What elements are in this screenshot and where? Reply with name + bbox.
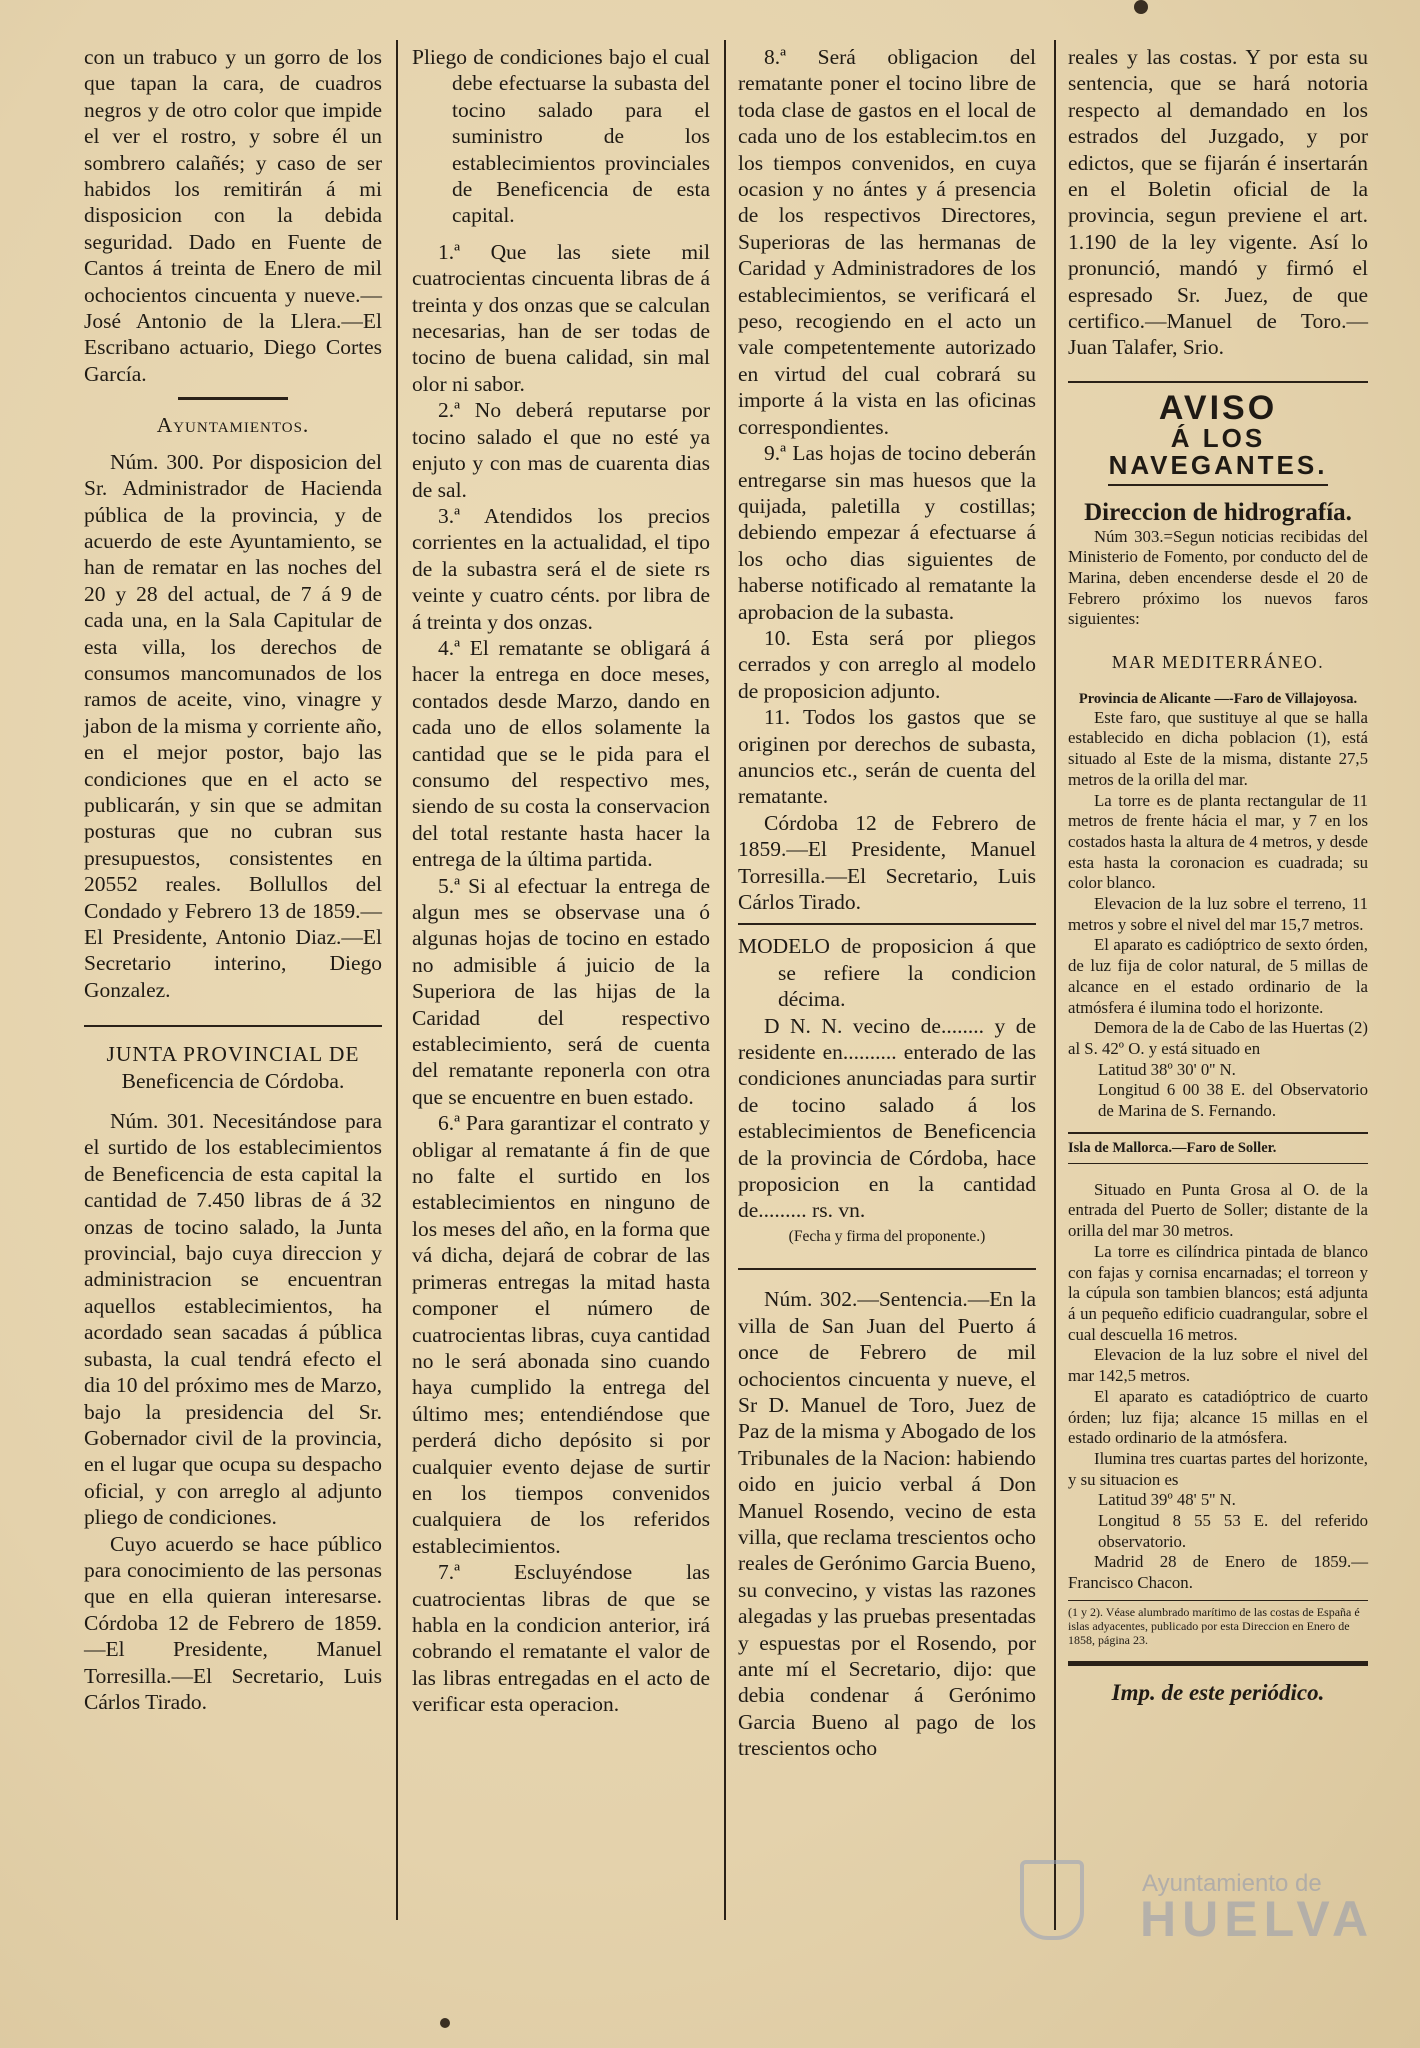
notice-301-closing: Cuyo acuerdo se hace público para conocimiento de las personas que en ella quieran interesarse. Córdoba 12 de Febrero de 1859.—El Presidente, Manuel Torresilla.—El Secretario, Luis Cárlos Tirado. — [84, 1531, 382, 1714]
column-divider — [396, 40, 398, 1920]
cordoba-signature: Córdoba 12 de Febrero de 1859.—El Presidente, Manuel Torresilla.—El Secretario, Luis Cárlos Tirado. — [738, 810, 1036, 914]
separator — [1068, 1163, 1368, 1164]
separator — [1068, 1600, 1368, 1601]
notice-303: Núm 303.=Segun noticias recibidas del Ministerio de Fomento, por conducto del de Marina, deben encenderse desde el 20 de Febrero próximo los nuevos faros siguientes: — [1068, 526, 1368, 629]
condition-6: 6.ª Para garantizar el contrato y obligar al rematante á fin de que no falte el surtido en los establecimientos en ninguno de los meses del año, en la forma que vá dicha, dejará de cobrar de las primeras entregas la mitad hasta componer el número de cuatrocientas libras, cuya cantidad no le será abonada sino cuando haya cumplido la entrega del último mes; entendiéndose que perderá dicho depósito si por cualquier evento dejase de surtir en los tiempos convenidos cualquiera de los referidos establecimientos. — [412, 1111, 710, 1558]
madrid-signature: Madrid 28 de Enero de 1859.—Francisco Chacon. — [1068, 1552, 1368, 1593]
faro-soller-heading: Isla de Mallorca.—Faro de Soller. — [1068, 1139, 1277, 1156]
ink-spot — [1134, 0, 1148, 14]
separator — [1068, 381, 1368, 383]
junta-heading: JUNTA PROVINCIAL DE — [106, 1042, 360, 1067]
condition-1: 1.ª Que las siete mil cuatrocientas cincuenta libras de á treinta y dos onzas que se calculan necesarias, han de ser todas de tocino de buena calidad, sin mal olor ni sabor. — [412, 239, 710, 396]
mar-mediterraneo-heading: MAR MEDITERRÁNEO. — [1111, 652, 1325, 673]
condition-11: 11. Todos los gastos que se originen por derechos de subasta, anuncios etc., serán de cuenta del rematante. — [738, 705, 1036, 809]
hidrografia-heading: Direccion de hidrografía. — [1084, 499, 1352, 527]
separator — [1068, 1132, 1368, 1134]
notice-300: Núm. 300. Por disposicion del Sr. Administrador de Hacienda pública de la provincia, y de acuerdo de este Ayuntamiento, se han de rematar en las noches del 20 y 28 del actual, de 7 á 9 de cada una, en la Sala Capitular de esta villa, los derechos de consumos mancomunados de los ramos de aceite, vino, vinagre y jabon de la misma y corriente año, en el mejor postor, bajo las condiciones que en el acto se publicarán, y sin que se admitan posturas que no cubran sus presupuestos, consistentes en 20552 reales. Bollullos del Condado y Febrero 13 de 1859.—El Presidente, Antonio Diaz.—El Secretario interino, Diego Gonzalez. — [84, 449, 382, 1002]
separator — [178, 397, 288, 400]
soller-para-2: La torre es cilíndrica pintada de blanco con fajas y cornisa encarnadas; el torreon y la cúpula son tambien blancos; está adjunta á un pequeño edificio cuadrangular, sobre el cual descuella 16 metros. — [1068, 1241, 1368, 1344]
villajoyosa-para-4: El aparato es cadióptrico de sexto órden, de luz fija de color natural, de 5 millas de alcance en el estado ordinario de la atmósfera é ilumina todo el horizonte. — [1068, 935, 1368, 1017]
soller-latitude: Latitud 39º 48' 5'' N. — [1098, 1490, 1236, 1510]
separator — [738, 923, 1036, 925]
separator — [1108, 484, 1328, 486]
seal-icon — [1020, 1860, 1084, 1940]
column-divider — [1054, 40, 1056, 1930]
condition-7: 7.ª Escluyéndose las cuatrocientas libras de que se habla en la condicion anterior, irá cobrando el rematante el valor de las libras entregadas en el acto de verificar esta operacion. — [412, 1560, 710, 1717]
condition-10: 10. Esta será por pliegos cerrados y con arreglo al modelo de proposicion adjunto. — [738, 625, 1036, 703]
villajoyosa-para-5: Demora de la de Cabo de las Huertas (2) al S. 42º O. y está situado en — [1068, 1018, 1368, 1058]
condition-9: 9.ª Las hojas de tocino deberán entregarse sin mas huesos que la quijada, paletilla y costillas; debiendo empezar á efectuarse á los ocho dias siguientes de haberse notificado al rematante la aprobacion de la subasta. — [738, 441, 1036, 624]
separator — [1068, 1661, 1368, 1666]
condition-4: 4.ª El rematante se obligará á hacer la entrega en doce meses, contados desde Marzo, dando en cada uno de ellos solamente la cantidad que se le pida para el consumo del respectivo mes, siendo de su costa la conservacion del total restante hasta hacer la entrega de la última partida. — [412, 635, 710, 872]
soller-para-1: Situado en Punta Grosa al O. de la entrada del Puerto de Soller; distante de la orilla del mar 30 metros. — [1068, 1179, 1368, 1241]
sentencia-302: Núm. 302.—Sentencia.—En la villa de San Juan del Puerto á once de Febrero de mil ochocientos cincuenta y nueve, el Sr D. Manuel de Toro, Juez de Paz de la misma y Abogado de los Tribunales de la Nacion: habiendo oido en juicio verbal á Don Manuel Rosendo, vecino de esta villa, que reclama trescientos ocho reales de Gerónimo Garcia Bueno, su convecino, y vistas las razones alegadas y las pruebas presentadas y espuestas por el Rosendo, por ante mí el Secretario, dijo: que debia condenar á Gerónimo Garcia Bueno al pago de los trescientos ocho — [738, 1287, 1036, 1761]
column-2 — [412, 44, 710, 1718]
villajoyosa-para-1: Este faro, que sustituye al que se halla establecido en dicha poblacion (1), está situado al Este de la misma, distante 27,5 metros de la orilla del mar. — [1068, 707, 1368, 789]
villajoyosa-longitude: Longitud 6 00 38 E. del Observatorio de Marina de S. Fernando. — [1098, 1080, 1368, 1121]
pliego-title: Pliego de condiciones bajo el cual debe efectuarse la subasta del tocino salado para el suministro de los establecimientos provinciales de Beneficencia de esta capital. — [412, 45, 710, 228]
ink-spot — [440, 2018, 450, 2028]
condition-3: 3.ª Atendidos los precios corrientes en la actualidad, el tipo de la subastra será el de siete rs veinte y cuatro cénts. por libra de á treinta y dos onzas. — [412, 503, 710, 634]
fecha-firma: (Fecha y firma del proponente.) — [788, 1227, 986, 1245]
footnote: (1 y 2). Véase alumbrado marítimo de las costas de España é islas adyacentes, publicado por esta Direccion en Enero de 1858, página 23. — [1068, 1604, 1360, 1647]
column-4 — [1068, 44, 1368, 1706]
ayuntamientos-heading: Ayuntamientos. — [156, 413, 310, 438]
junta-subheading: Beneficencia de Córdoba. — [121, 1068, 345, 1093]
watermark-line-1: Ayuntamiento de — [1142, 1870, 1322, 1897]
soller-longitude: Longitud 8 55 53 E. del referido observatorio. — [1098, 1511, 1368, 1551]
condition-8: 8.ª Será obligacion del rematante poner el tocino libre de toda clase de gastos en el local de cada uno de los establecim.tos en los tiempos convenidos, en cuya ocasion y no ántes y á presencia de los respectivos Directores, Superioras de las hermanas de Caridad y Administradores de los establecimientos, se verificará el peso, recogiendo en el acto un vale competentemente autorizado en virtud del cual cobrará su importe á la vista en las oficinas correspondientes. — [738, 45, 1036, 439]
condition-2: 2.ª No deberá reputarse por tocino salado el que no esté ya enjuto y con mas de cuarenta dias de sal. — [412, 398, 710, 502]
column-divider — [724, 40, 726, 1920]
villajoyosa-para-2: La torre es de planta rectangular de 11 metros de frente hácia el mar, y 7 en los costados hasta la altura de 4 metros, y desde esta hasta la coronacion es cuadrada; su color blanco. — [1068, 790, 1368, 893]
villajoyosa-para-3: Elevacion de la luz sobre el terreno, 11 metros y sobre el nivel del mar 15,7 metros. — [1068, 894, 1368, 934]
modelo-text: D N. N. vecino de........ y de residente en.......... enterado de las condiciones anunciadas para surtir de tocino salado á los establecimientos de Beneficencia de la provincia de Córdoba, hace proposicion en la cantidad de......... rs. vn. — [738, 1013, 1036, 1223]
aviso-heading: AVISO — [1158, 388, 1278, 427]
column-1 — [84, 44, 382, 1715]
watermark-line-2: HUELVA — [1140, 1891, 1375, 1947]
soller-para-5: Ilumina tres cuartas partes del horizonte, y su situacion es — [1068, 1448, 1368, 1489]
column-3 — [738, 44, 1036, 1762]
notice-301: Núm. 301. Necesitándose para el surtido de los establecimientos de Beneficencia de esta capital la cantidad de 7.450 libras de á 32 onzas de tocino salado, la Junta provincial, bajo cuya direccion y administracion se encuentran aquellos establecimientos, ha acordado sean sacadas á pública subasta, la cual tendrá efecto el dia 10 del próximo mes de Marzo, bajo la presidencia del Sr. Gobernador civil de la provincia, en el lugar que ocupa su despacho oficial, y con arreglo al adjunto pliego de condiciones. — [84, 1109, 382, 1530]
navegantes-heading: Á LOS NAVEGANTES. — [1108, 423, 1328, 480]
imprint: Imp. de este periódico. — [1111, 1679, 1325, 1705]
condition-5: 5.ª Si al efectuar la entrega de algun mes se observase una ó algunas hojas de tocino en estado no admisible á juicio de la Superiora de las hijas de la Caridad del respectivo establecimiento, será de cuenta del rematante reponerla con otra que se encuentre en buen estado. — [412, 873, 710, 1109]
modelo-heading: MODELO de proposicion á que se refiere la condicion décima. — [738, 934, 1036, 1012]
soller-para-3: Elevacion de la luz sobre el nivel del mar 142,5 metros. — [1068, 1345, 1368, 1386]
soller-para-4: El aparato es catadióptrico de cuarto órden; luz fija; alcance 15 millas en el estado ordinario de la atmósfera. — [1068, 1386, 1368, 1448]
fuente-de-cantos-notice: con un trabuco y un gorro de los que tapan la cara, de cuadros negros y de otro color que impide el ver el rostro, y sobre él un sombrero calañés; y caso de ser habidos los remitirán á mi disposicion con la debida seguridad. Dado en Fuente de Cantos á treinta de Enero de mil ochocientos cincuenta y nueve.—José Antonio de la Llera.—El Escribano actuario, Diego Cortes García. — [84, 45, 382, 386]
sentencia-continuation: reales y las costas. Y por esta su sentencia, que se hará notoria respecto al demandado en los estrados del Juzgado, y por edictos, que se fijarán é insertarán en el Boletin oficial de la provincia, segun previene el art. 1.190 de la ley vigente. Así lo pronunció, mandó y firmó el espresado Sr. Juez, de que certifico.—Manuel de Toro.—Juan Talafer, Srio. — [1068, 45, 1368, 360]
separator — [84, 1025, 382, 1027]
faro-villajoyosa-heading: Provincia de Alicante —-Faro de Villajoyosa. — [1078, 690, 1358, 707]
separator — [738, 1268, 1036, 1270]
villajoyosa-latitude: Latitud 38º 30' 0'' N. — [1098, 1059, 1236, 1079]
